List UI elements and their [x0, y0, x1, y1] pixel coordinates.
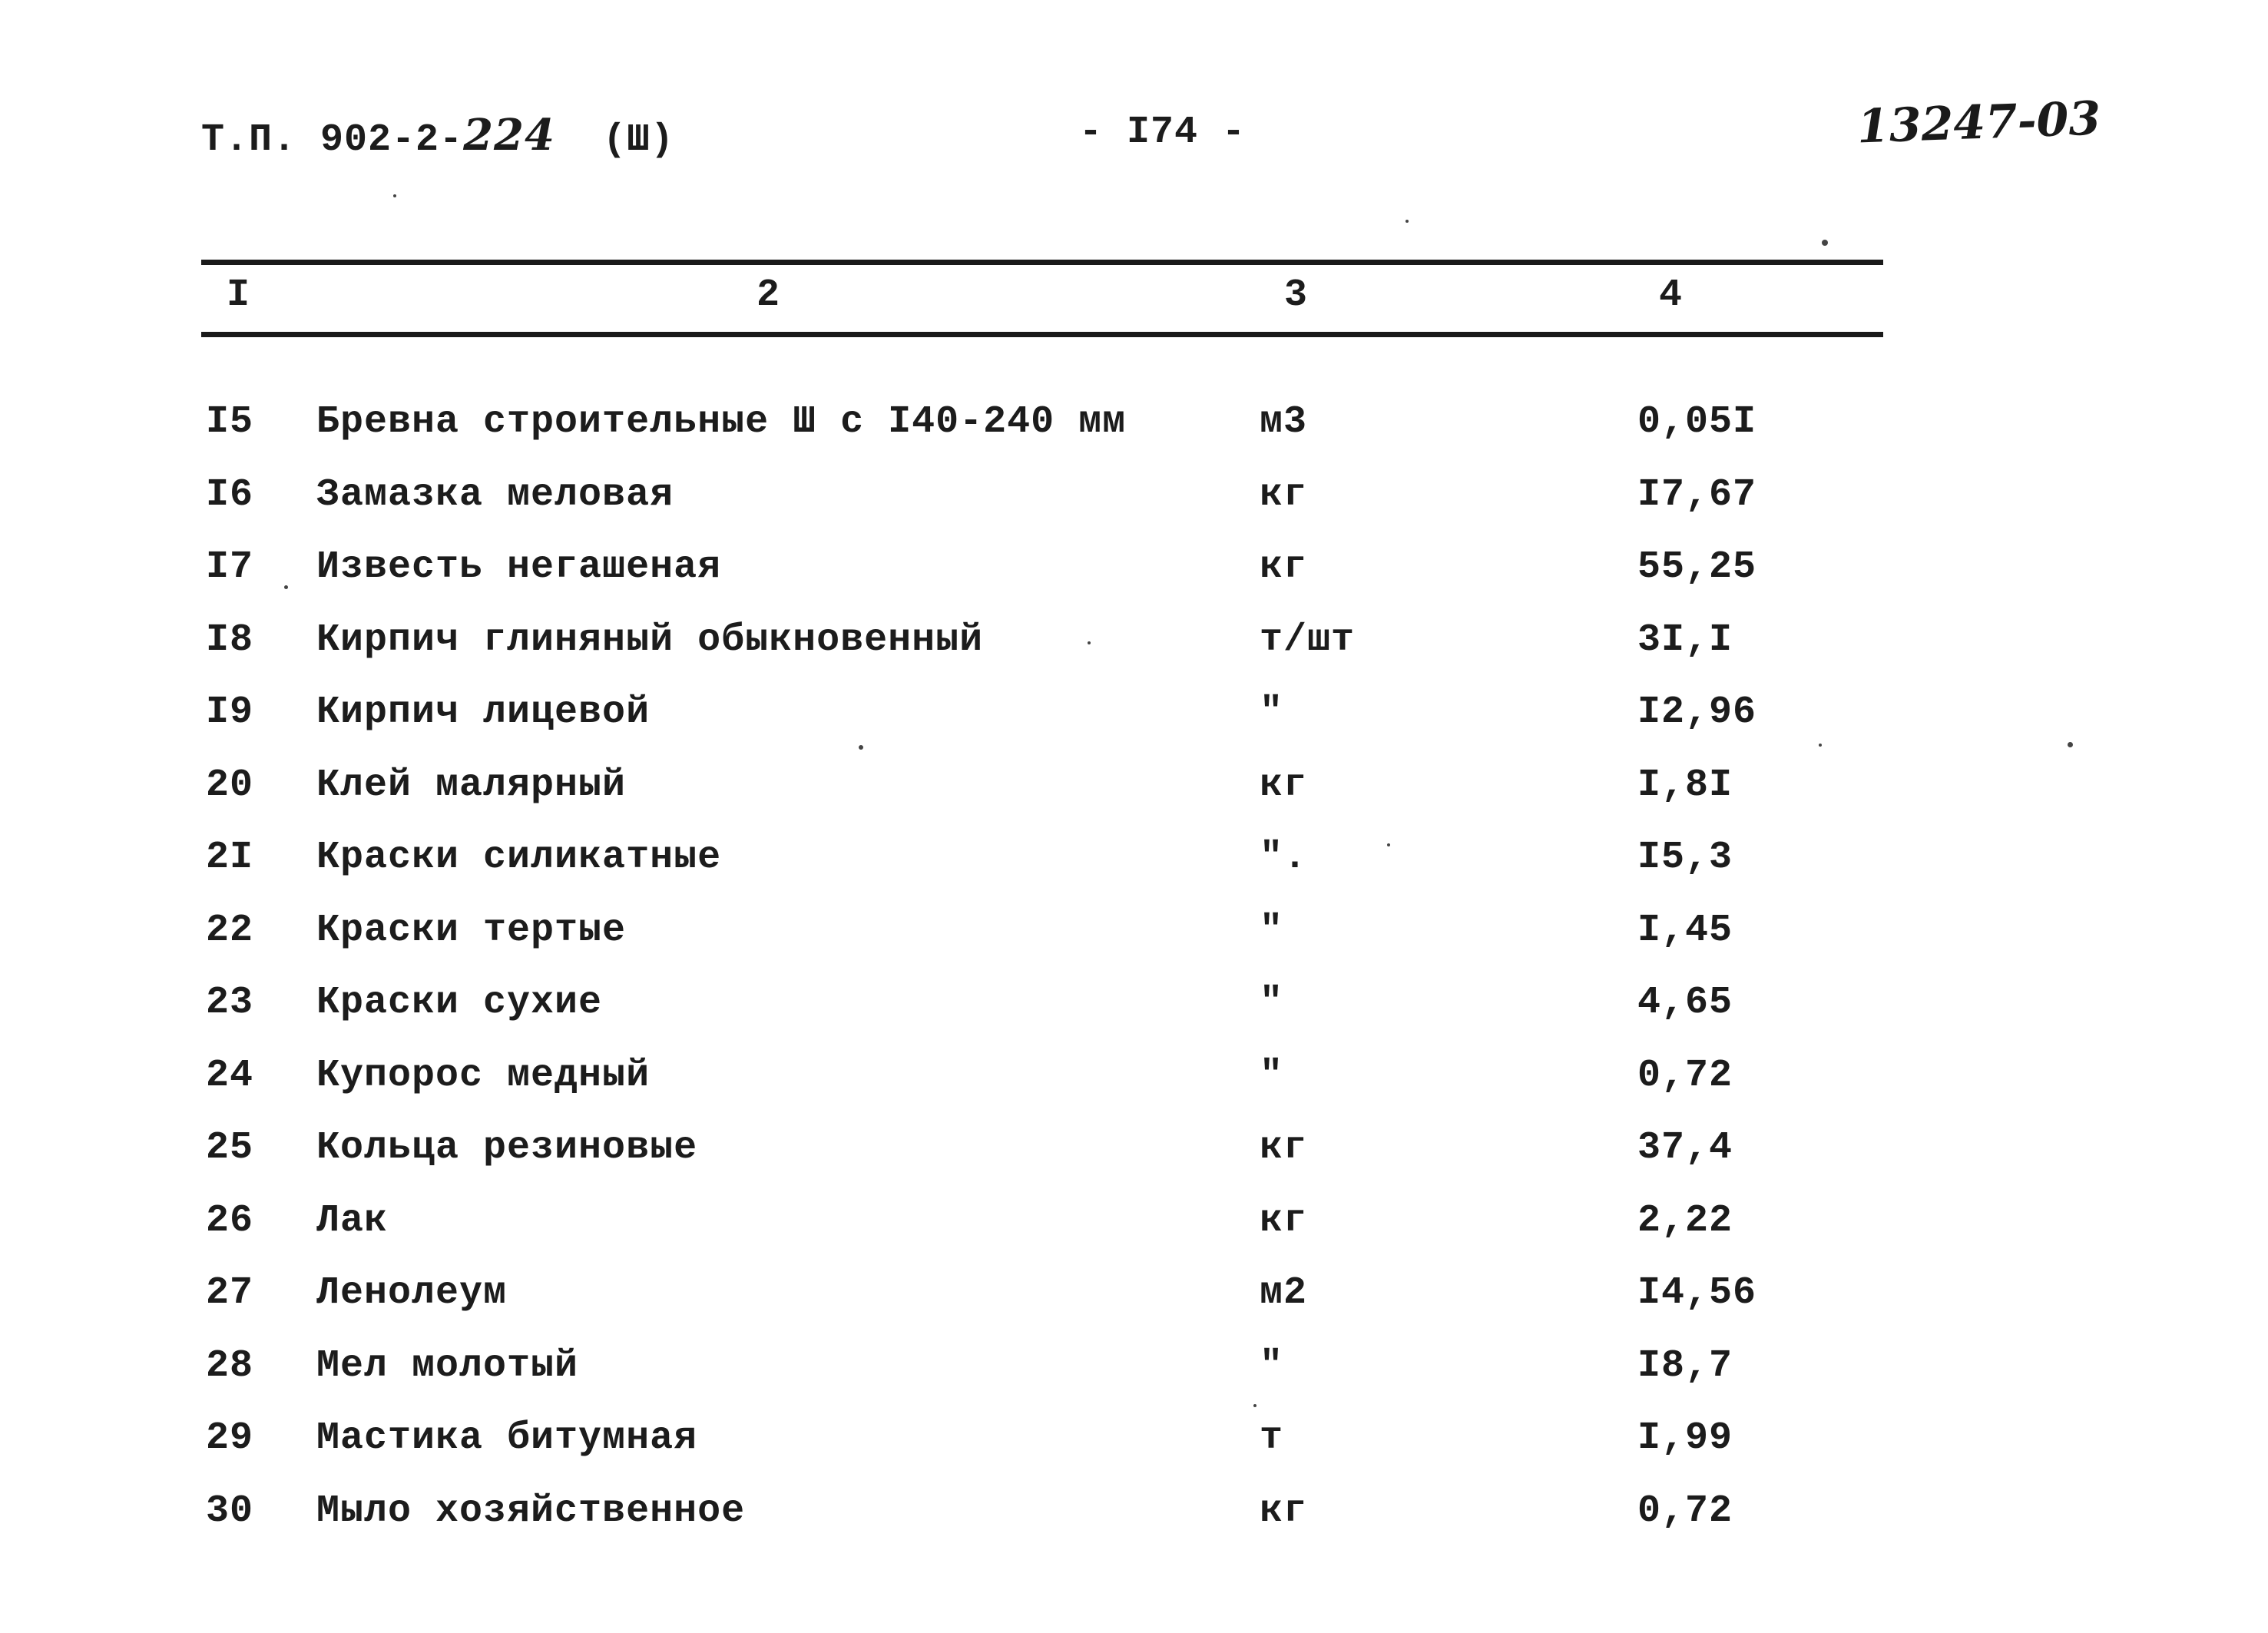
- quantity: 0,72: [1637, 1053, 1733, 1098]
- quantity: I4,56: [1637, 1271, 1757, 1315]
- table-row: [0, 545, 2268, 621]
- material-name: Ленолеум: [316, 1271, 508, 1315]
- column-header-1: I: [227, 273, 251, 317]
- material-name: Кирпич лицевой: [316, 691, 651, 734]
- material-name: Бревна строительные Ш с I40-240 мм: [316, 400, 1127, 444]
- material-name: Мастика битумная: [316, 1416, 698, 1460]
- document-designation: [201, 110, 674, 162]
- material-name: Известь негашеная: [316, 545, 722, 589]
- row-number: 22: [206, 908, 254, 952]
- row-number: 29: [206, 1416, 254, 1460]
- quantity: I2,96: [1637, 691, 1757, 734]
- scan-speck: [393, 194, 396, 197]
- table-row: [0, 763, 2268, 840]
- quantity: I5,3: [1637, 836, 1733, 879]
- scan-speck: [1387, 843, 1390, 846]
- material-name: Мел молотый: [316, 1343, 579, 1388]
- table-row: [0, 1053, 2268, 1130]
- unit: м3: [1260, 400, 1308, 444]
- material-name: Замазка меловая: [316, 472, 674, 517]
- row-number: 26: [206, 1198, 254, 1243]
- column-header-3: 3: [1284, 273, 1309, 317]
- table-row: [0, 908, 2268, 985]
- doc-suffix: (Ш): [602, 118, 674, 162]
- scan-speck: [2068, 742, 2073, 747]
- quantity: I8,7: [1637, 1343, 1733, 1388]
- table-row: [0, 981, 2268, 1057]
- quantity: 2,22: [1637, 1198, 1733, 1243]
- scan-speck: [1405, 220, 1409, 223]
- table-top-rule: [201, 260, 1883, 265]
- unit: ": [1260, 908, 1284, 952]
- material-name: Мыло хозяйственное: [316, 1489, 746, 1533]
- scan-speck: [1253, 1404, 1257, 1407]
- row-number: 25: [206, 1126, 254, 1170]
- quantity: 4,65: [1637, 981, 1733, 1025]
- row-number: I9: [206, 691, 254, 734]
- unit: ": [1260, 1343, 1284, 1388]
- unit: кг: [1260, 545, 1308, 589]
- table-row: [0, 836, 2268, 912]
- table-row: [0, 400, 2268, 476]
- table-row: [0, 691, 2268, 767]
- unit: т/шт: [1260, 618, 1356, 662]
- scan-speck: [1819, 744, 1822, 747]
- unit: м2: [1260, 1271, 1308, 1315]
- row-number: I8: [206, 618, 254, 662]
- table-row: [0, 1271, 2268, 1347]
- table-row: [0, 472, 2268, 549]
- unit: кг: [1260, 472, 1308, 517]
- quantity: I7,67: [1637, 472, 1757, 517]
- row-number: 28: [206, 1343, 254, 1388]
- unit: ": [1260, 691, 1284, 734]
- quantity: I,45: [1637, 908, 1733, 952]
- table-row: [0, 1416, 2268, 1492]
- row-number: 30: [206, 1489, 254, 1533]
- quantity: 0,05I: [1637, 400, 1757, 444]
- material-name: Краски сухие: [316, 981, 603, 1025]
- scan-speck: [859, 745, 863, 750]
- row-number: I6: [206, 472, 254, 517]
- scan-speck: [1822, 240, 1828, 246]
- material-name: Клей малярный: [316, 763, 627, 807]
- page-number: - I74 -: [1079, 111, 1247, 154]
- material-name: Краски тертые: [316, 908, 627, 952]
- unit: кг: [1260, 1489, 1308, 1533]
- unit: кг: [1260, 1198, 1308, 1243]
- table-header-rule: [201, 332, 1883, 337]
- column-header-4: 4: [1659, 273, 1684, 317]
- row-number: 2I: [206, 836, 254, 879]
- table-row: [0, 1198, 2268, 1275]
- quantity: I,99: [1637, 1416, 1733, 1460]
- material-name: Краски силикатные: [316, 836, 722, 879]
- row-number: 24: [206, 1053, 254, 1098]
- handwritten-code: 13247-03: [1856, 91, 2102, 154]
- quantity: 0,72: [1637, 1489, 1733, 1533]
- row-number: 23: [206, 981, 254, 1025]
- unit: ": [1260, 1053, 1284, 1098]
- row-number: 27: [206, 1271, 254, 1315]
- row-number: 20: [206, 763, 254, 807]
- material-name: Лак: [316, 1198, 389, 1243]
- table-row: [0, 1489, 2268, 1565]
- material-name: Купорос медный: [316, 1053, 651, 1098]
- unit: кг: [1260, 763, 1308, 807]
- quantity: 37,4: [1637, 1126, 1733, 1170]
- table-body: [0, 400, 2268, 1565]
- quantity: 55,25: [1637, 545, 1757, 589]
- unit: кг: [1260, 1126, 1308, 1170]
- unit: т: [1260, 1416, 1284, 1460]
- scan-speck: [1088, 641, 1091, 644]
- column-header-2: 2: [757, 273, 781, 317]
- quantity: 3I,I: [1637, 618, 1733, 662]
- table-row: [0, 1343, 2268, 1420]
- unit: ": [1260, 981, 1284, 1025]
- unit: ".: [1260, 836, 1308, 879]
- table-row: [0, 618, 2268, 694]
- material-name: Кирпич глиняный обыкновенный: [316, 618, 984, 662]
- quantity: I,8I: [1637, 763, 1733, 807]
- row-number: I5: [206, 400, 254, 444]
- scan-speck: [284, 585, 288, 589]
- doc-handwritten-number: 224: [463, 110, 555, 161]
- table-row: [0, 1126, 2268, 1202]
- row-number: I7: [206, 545, 254, 589]
- material-name: Кольца резиновые: [316, 1126, 698, 1170]
- doc-prefix: Т.П. 902-2-: [201, 118, 464, 162]
